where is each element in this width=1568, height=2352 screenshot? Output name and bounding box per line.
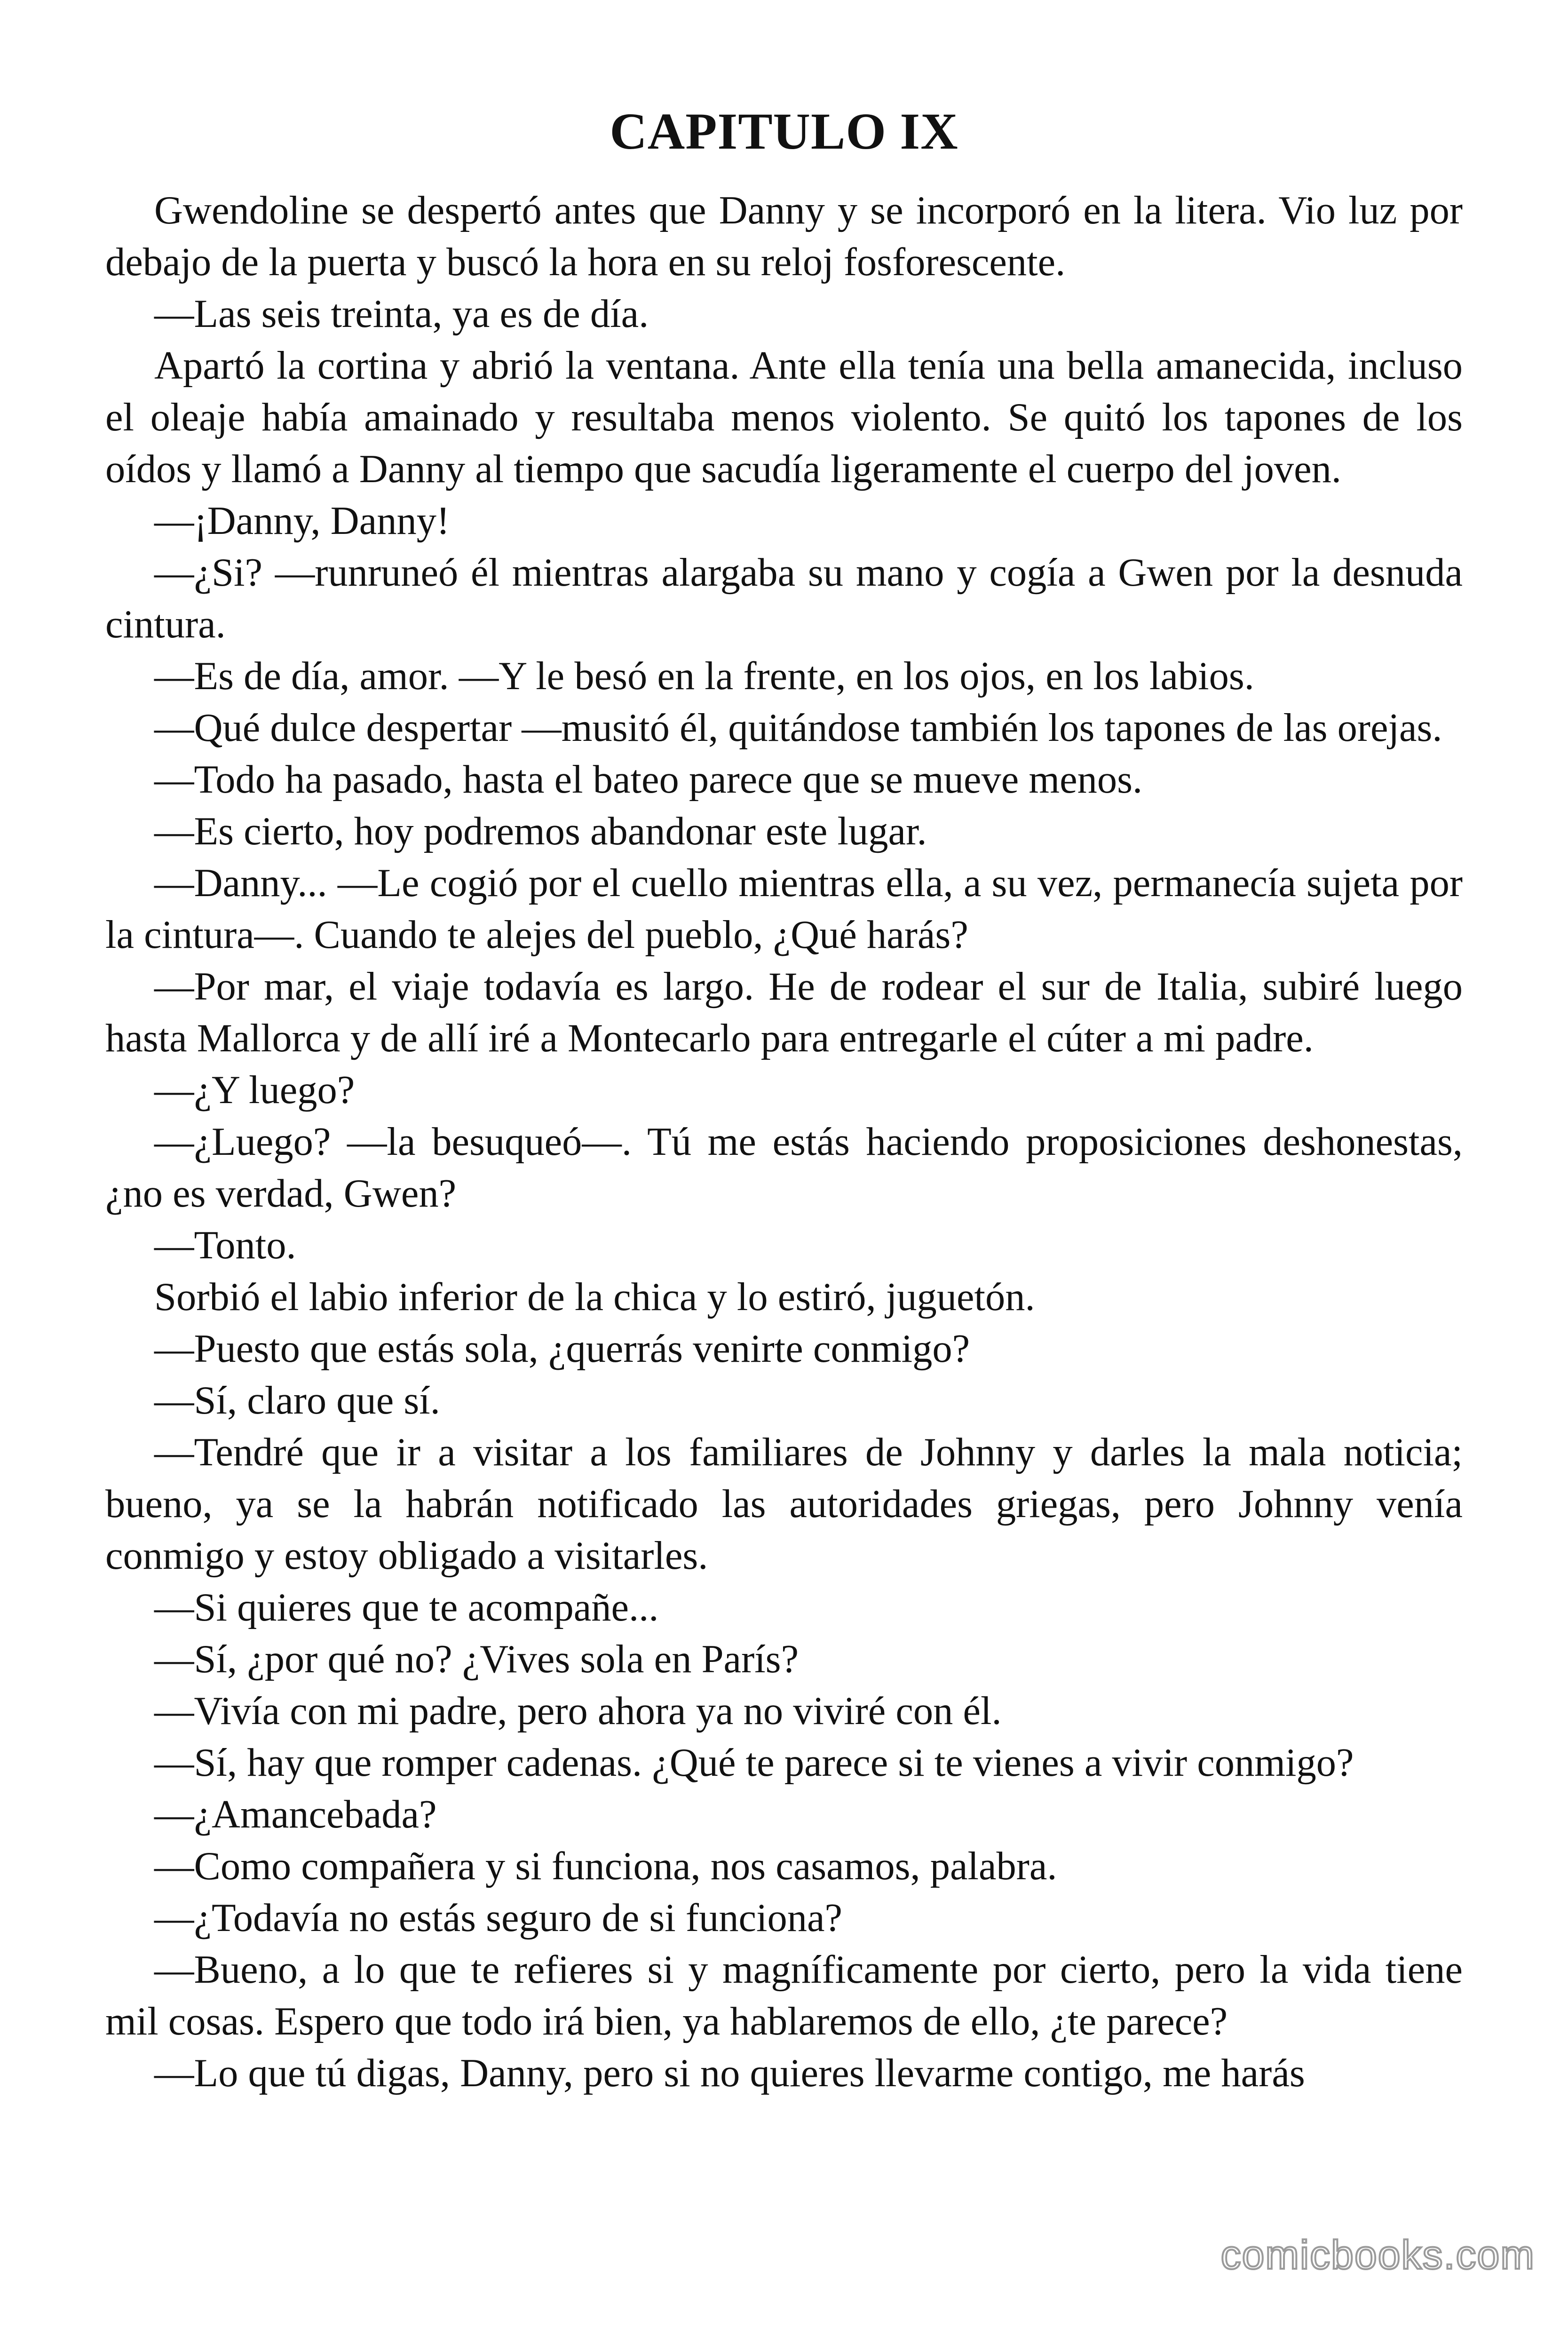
paragraph: —¿Si? —runruneó él mientras alargaba su mano y cogía a Gwen por la desnuda cintura. [105, 551, 1463, 646]
paragraph: —Puesto que estás sola, ¿querrás venirte conmigo? [154, 1327, 970, 1371]
paragraph: —Es de día, amor. —Y le besó en la frente, en los ojos, en los labios. [154, 654, 1254, 698]
paragraph: —¿Todavía no estás seguro de si funciona? [154, 1896, 842, 1940]
watermark: comicbooks.com [1220, 2233, 1535, 2278]
paragraph: —Vivía con mi padre, pero ahora ya no viviré con él. [154, 1689, 1002, 1733]
paragraph: —Es cierto, hoy podremos abandonar este lugar. [154, 810, 927, 853]
paragraph: Apartó la cortina y abrió la ventana. Ante ella tenía una bella amanecida, incluso el oleaje había amainado y resultaba menos violento. Se quitó los tapones de los oídos y llamó a Danny al tiempo que sacudía ligeramente el cuerpo del joven. [105, 344, 1463, 491]
paragraph: —¡Danny, Danny! [154, 499, 450, 543]
paragraph: —Por mar, el viaje todavía es largo. He de rodear el sur de Italia, subiré luego hasta Mallorca y de allí iré a Montecarlo para entregarle el cúter a mi padre. [105, 965, 1463, 1060]
paragraph: —Bueno, a lo que te refieres si y magníficamente por cierto, pero la vida tiene mil cosas. Espero que todo irá bien, ya hablaremos de ello, ¿te parece? [105, 1948, 1463, 2043]
paragraph: —Sí, hay que romper cadenas. ¿Qué te parece si te vienes a vivir conmigo? [154, 1741, 1354, 1785]
paragraph: Gwendoline se despertó antes que Danny y se incorporó en la litera. Vio luz por debajo de la puerta y buscó la hora en su reloj fosforescente. [105, 189, 1463, 284]
paragraph: —Todo ha pasado, hasta el bateo parece que se mueve menos. [154, 758, 1143, 802]
paragraph: —Si quieres que te acompañe... [154, 1586, 659, 1629]
paragraph: Sorbió el labio inferior de la chica y lo estiró, juguetón. [154, 1275, 1035, 1319]
paragraph: —Danny... —Le cogió por el cuello mientras ella, a su vez, permanecía sujeta por la cintura—. Cuando te alejes del pueblo, ¿Qué harás? [105, 861, 1463, 957]
paragraph: —Tonto. [154, 1224, 296, 1267]
paragraph: —Como compañera y si funciona, nos casamos, palabra. [154, 1844, 1057, 1888]
paragraph: —¿Amancebada? [154, 1793, 437, 1836]
paragraph: —Las seis treinta, ya es de día. [154, 292, 649, 336]
paragraph: —¿Y luego? [154, 1068, 355, 1112]
paragraph: —Tendré que ir a visitar a los familiares de Johnny y darles la mala noticia; bueno, ya se la habrán notificado las autoridades griegas, pero Johnny venía conmigo y estoy obligado a visitarles. [105, 1430, 1463, 1578]
paragraph: —Lo que tú digas, Danny, pero si no quieres llevarme contigo, me harás [154, 2051, 1305, 2095]
paragraph: —Qué dulce despertar —musitó él, quitándose también los tapones de las orejas. [154, 706, 1442, 750]
paragraph: —Sí, ¿por qué no? ¿Vives sola en París? [154, 1637, 799, 1681]
paragraph: —Sí, claro que sí. [154, 1379, 440, 1422]
paragraph: —¿Luego? —la besuqueó—. Tú me estás haciendo proposiciones deshonestas, ¿no es verdad, Gwen? [105, 1120, 1463, 1216]
chapter-title: CAPITULO IX [610, 102, 958, 160]
chapter-body [105, 185, 1463, 2099]
